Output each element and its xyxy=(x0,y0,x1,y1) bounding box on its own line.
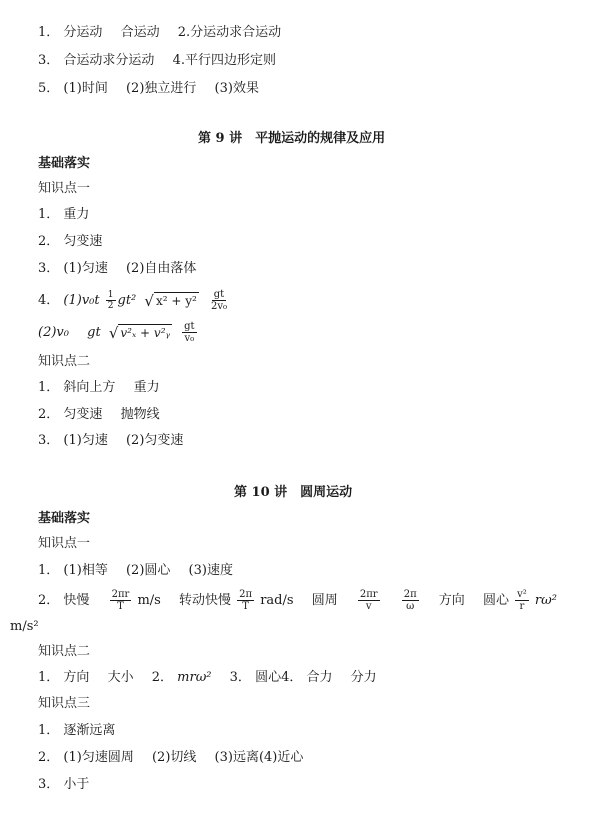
formula-line xyxy=(38,320,199,346)
knowledge-point-label: 知识点一 xyxy=(38,536,91,551)
fraction-numerator: 2π xyxy=(403,589,417,600)
answer-line xyxy=(38,233,102,251)
item-number: 1． xyxy=(38,723,60,738)
fraction xyxy=(110,589,132,612)
radicand: v²ₓ + v²ᵧ xyxy=(120,325,171,340)
answer-line xyxy=(38,206,89,224)
section-heading: 基础落实 xyxy=(38,156,91,171)
item-number: 5． xyxy=(38,81,60,96)
answer-line xyxy=(38,722,115,740)
answer-text: (1)匀速 xyxy=(63,261,108,276)
answer-line xyxy=(38,669,377,687)
answer-text: (2)切线 xyxy=(151,750,197,765)
answer-text: 圆周 xyxy=(311,593,338,608)
answer-text: 分运动 xyxy=(63,25,103,40)
unit-text: m/s xyxy=(137,593,161,608)
answer-line xyxy=(38,406,160,424)
fraction xyxy=(515,589,529,612)
answer-text: 转动快慢 xyxy=(178,593,231,608)
formula-text: rω² xyxy=(534,593,557,608)
fraction xyxy=(237,589,254,612)
answer-text: 斜向上方 xyxy=(63,380,116,395)
item-number: 3． xyxy=(38,433,60,448)
formula-text: (1)v₀t xyxy=(63,293,100,308)
item-number: 3． xyxy=(38,777,60,792)
answer-line xyxy=(38,80,259,98)
item-number: 2． xyxy=(38,593,60,608)
knowledge-point-label: 知识点三 xyxy=(38,696,91,711)
formula-text: (2)v₀ xyxy=(38,325,69,340)
knowledge-point-label: 知识点二 xyxy=(38,354,91,369)
answer-text: (2)独立进行 xyxy=(125,81,197,96)
item-number: 1． xyxy=(38,563,60,578)
answer-text: (3)远离(4)近心 xyxy=(214,750,304,765)
fraction xyxy=(402,589,419,612)
fraction xyxy=(209,289,229,312)
fraction-denominator: r xyxy=(519,601,525,612)
answer-text: 逐渐远离 xyxy=(63,723,116,738)
item-number: 1． xyxy=(38,25,60,40)
answer-line xyxy=(38,24,281,42)
answer-text: 分力 xyxy=(350,670,377,685)
knowledge-point-label: 知识点二 xyxy=(38,644,91,659)
answer-text: (2)匀变速 xyxy=(125,433,184,448)
answer-text: 抛物线 xyxy=(120,407,160,422)
item-number: 4． xyxy=(281,670,303,685)
answer-text: 重力 xyxy=(133,380,160,395)
fraction-denominator: ω xyxy=(406,601,415,612)
formula-line xyxy=(38,587,557,615)
answer-text: (1)时间 xyxy=(63,81,108,96)
fraction-denominator: T xyxy=(242,601,249,612)
answer-text: 圆心 xyxy=(482,593,509,608)
radical-sign: √ xyxy=(108,323,119,342)
fraction-denominator: 2 xyxy=(107,301,114,311)
answer-text: (1)相等 xyxy=(63,563,108,578)
section-heading: 基础落实 xyxy=(38,511,91,526)
answer-text: 合运动 xyxy=(120,25,160,40)
answer-text: 合运动求分运动 xyxy=(63,53,155,68)
answer-line xyxy=(38,260,196,278)
item-number: 2． xyxy=(151,670,174,685)
item-number: 2． xyxy=(38,750,60,765)
answer-text: 重力 xyxy=(63,207,90,222)
radical-sign: √ xyxy=(144,291,154,310)
answer-text: 大小 xyxy=(107,670,134,685)
answer-text: (3)效果 xyxy=(214,81,259,96)
fraction-numerator: 2π xyxy=(239,589,253,600)
fraction-denominator: v₀ xyxy=(184,333,195,344)
answer-text: (2)自由落体 xyxy=(125,261,197,276)
fraction xyxy=(182,321,196,344)
answer-text: 匀变速 xyxy=(63,234,103,249)
fraction-numerator: v² xyxy=(517,589,527,600)
fraction xyxy=(106,290,116,311)
item-number: 3． xyxy=(38,261,60,276)
formula-text: gt² xyxy=(117,293,137,308)
fraction-denominator: T xyxy=(117,601,124,612)
fraction-numerator: 1 xyxy=(107,290,114,300)
answer-text: 方向 xyxy=(63,670,90,685)
item-number: 1． xyxy=(38,380,60,395)
fraction-denominator: v xyxy=(365,601,372,612)
item-number: 3． xyxy=(38,53,60,68)
answer-text: (1)匀速 xyxy=(63,433,108,448)
answer-text: 4.平行四边形定则 xyxy=(172,53,276,68)
item-number: 1． xyxy=(38,207,60,222)
lecture-title: 第 9 讲 平抛运动的规律及应用 xyxy=(198,131,386,146)
item-number: 2． xyxy=(38,234,60,249)
unit-text: m/s² xyxy=(10,619,39,634)
fraction-numerator: gt xyxy=(184,321,195,332)
answer-line xyxy=(38,52,276,70)
answer-line xyxy=(38,749,303,767)
answer-line xyxy=(38,379,160,397)
answer-text: 快慢 xyxy=(63,593,90,608)
formula-line xyxy=(38,288,231,314)
fraction-numerator: gt xyxy=(213,289,225,300)
radicand: x² + y² xyxy=(155,293,197,308)
lecture-title: 第 10 讲 圆周运动 xyxy=(234,485,353,500)
answer-text: 方向 xyxy=(438,593,465,608)
answer-text: 小于 xyxy=(63,777,90,792)
answer-text: 2.分运动求合运动 xyxy=(177,25,282,40)
answer-text: 合力 xyxy=(306,670,333,685)
formula-text: gt xyxy=(87,325,101,340)
unit-text: rad/s xyxy=(260,593,294,608)
item-number: 4． xyxy=(38,293,60,308)
answer-text: 圆心 xyxy=(255,670,282,685)
answer-line xyxy=(38,432,183,450)
knowledge-point-label: 知识点一 xyxy=(38,181,91,196)
fraction xyxy=(358,589,380,612)
answer-text: (2)圆心 xyxy=(125,563,171,578)
answer-text: (3)速度 xyxy=(188,563,233,578)
answer-line xyxy=(38,562,233,580)
fraction-numerator: 2πr xyxy=(111,589,130,600)
square-root xyxy=(109,324,172,342)
answer-text: 匀变速 xyxy=(63,407,103,422)
square-root xyxy=(144,292,198,310)
answer-line xyxy=(38,776,89,794)
item-number: 2． xyxy=(38,407,60,422)
answer-text: (1)匀速圆周 xyxy=(63,750,134,765)
item-number: 1． xyxy=(38,670,60,685)
item-number: 3． xyxy=(229,670,251,685)
fraction-denominator: 2v₀ xyxy=(210,301,227,312)
formula-text: mrω² xyxy=(177,670,212,685)
fraction-numerator: 2πr xyxy=(359,589,378,600)
